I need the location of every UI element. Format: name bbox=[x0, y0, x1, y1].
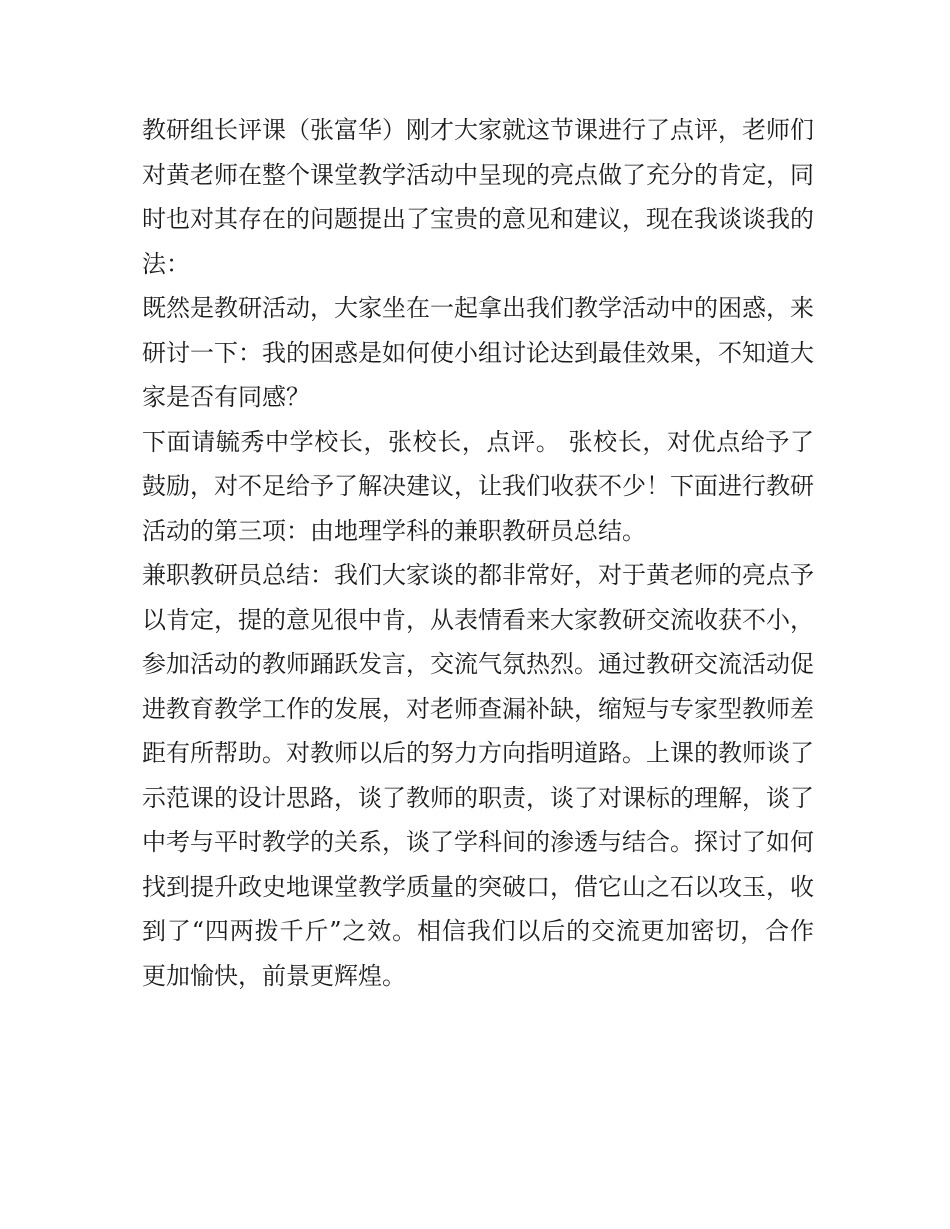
document-body bbox=[142, 108, 814, 998]
paragraph-evaluation: 教研组长评课（张富华）刚才大家就这节课进行了点评，老师们对黄老师在整个课堂教学活动中呈现的亮点做了充分的肯定，同时也对其存在的问题提出了宝贵的意见和建议，现在我谈谈我的法： bbox=[142, 116, 814, 278]
paragraph-summary: 兼职教研员总结：我们大家谈的都非常好，对于黄老师的亮点予以肯定，提的意见很中肯，从表情看来大家教研交流收获不小，参加活动的教师踊跃发言，交流气氛热烈。通过教研交流活动促进教育教学工作的发展，对老师查漏补缺，缩短与专家型教师差距有所帮助。对教师以后的努力方向指明道路。上课的教师谈了示范课的设计思路，谈了教师的职责，谈了对课标的理解，谈了中考与平时教学的关系，谈了学科间的渗透与结合。探讨了如何找到提升政史地课堂教学质量的突破口，借它山之石以攻玉，收到了“四两拨千斤”之效。相信我们以后的交流更加密切，合作更加愉快，前景更辉煌。 bbox=[142, 561, 814, 990]
paragraph-discussion: 既然是教研活动，大家坐在一起拿出我们教学活动中的困惑，来研讨一下：我的困惑是如何使小组讨论达到最佳效果，不知道大家是否有同感？ bbox=[142, 294, 814, 411]
paragraph-principal-review: 下面请毓秀中学校长，张校长，点评。 张校长，对优点给予了鼓励，对不足给予了解决建议，让我们收获不少！下面进行教研活动的第三项：由地理学科的兼职教研员总结。 bbox=[142, 427, 814, 545]
